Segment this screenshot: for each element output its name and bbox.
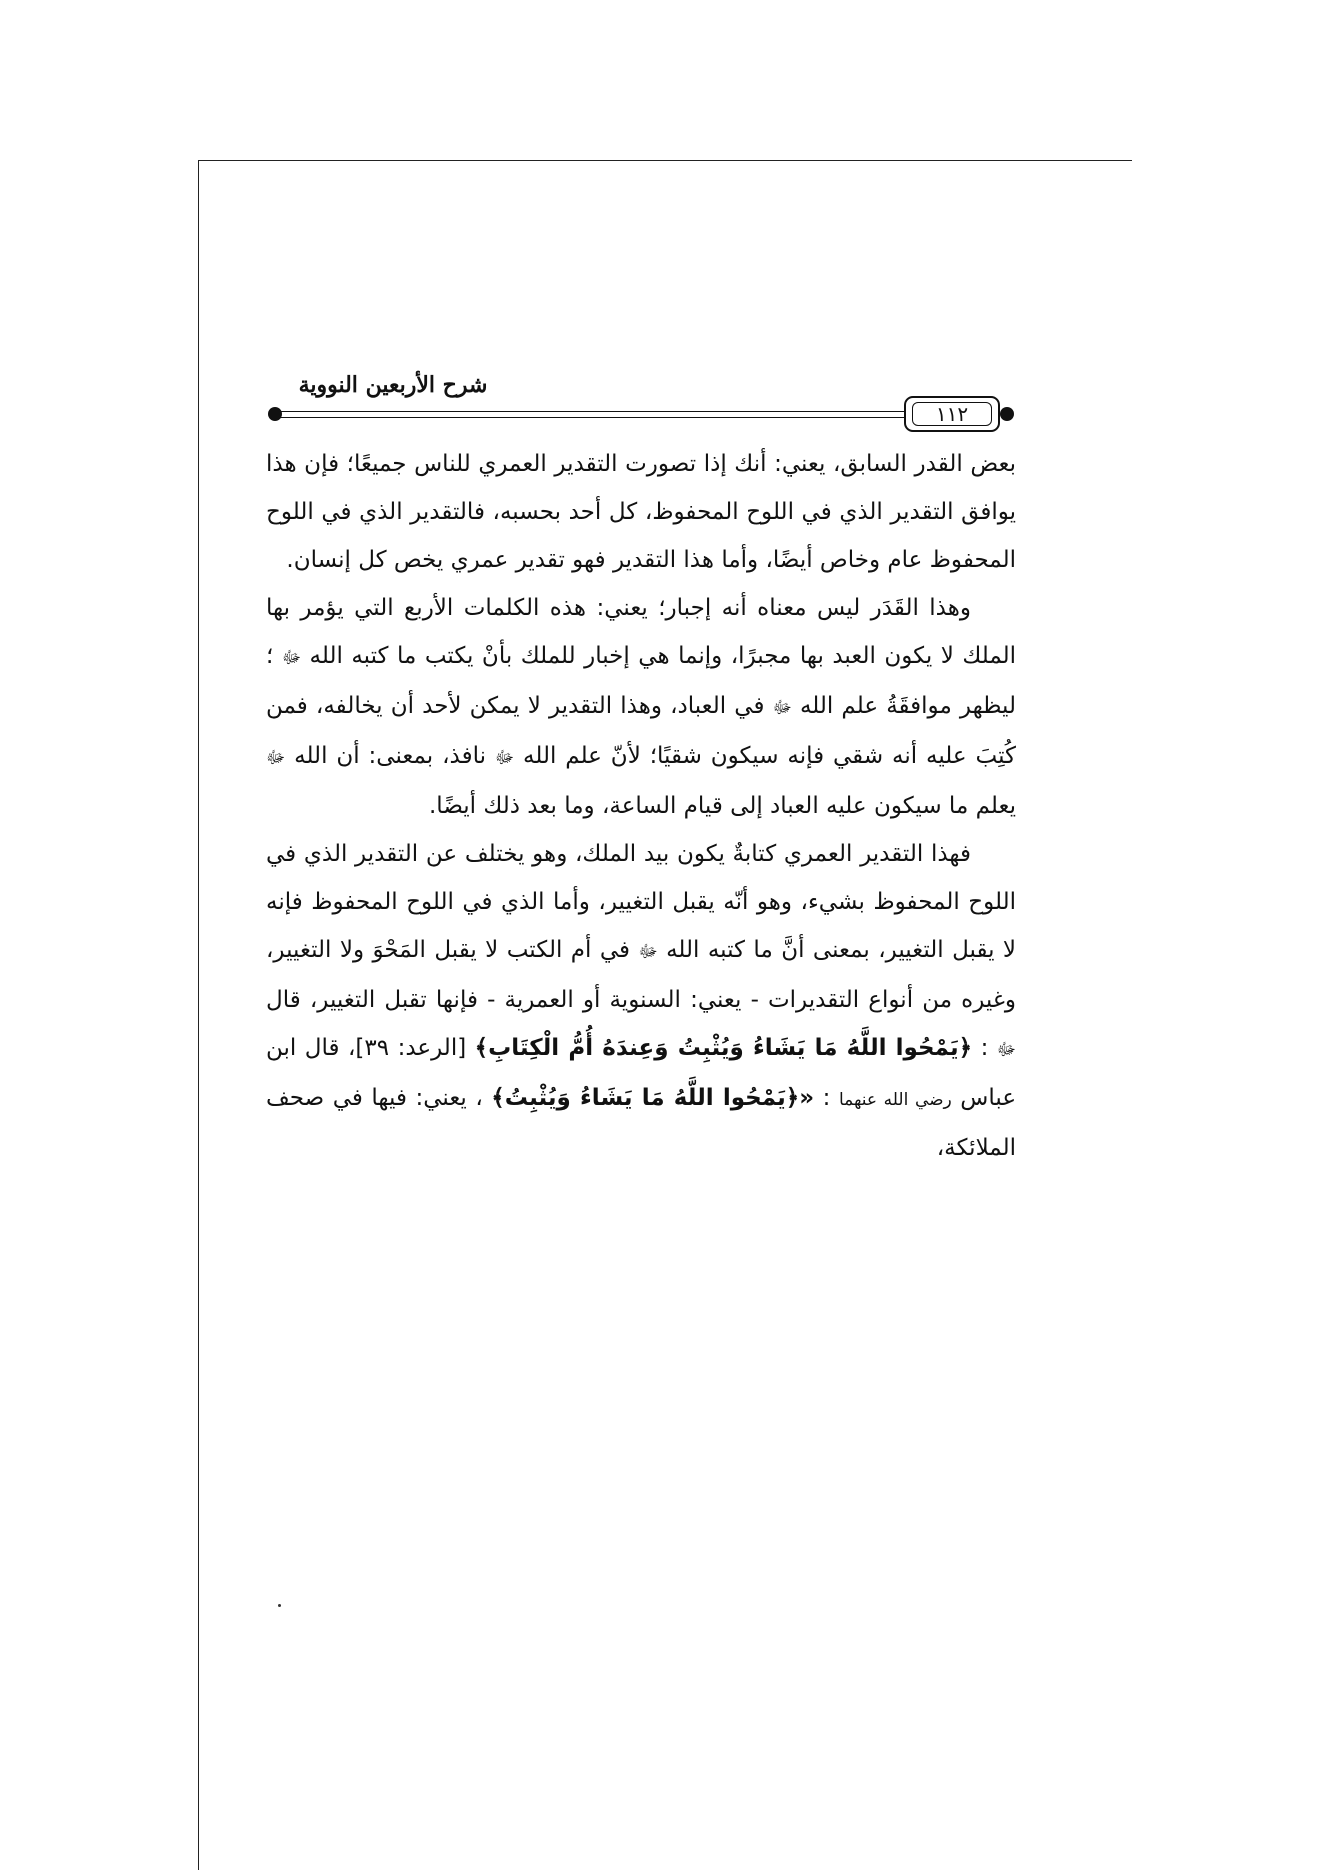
honorific-glyph: ﷻ	[638, 942, 658, 962]
page-body	[266, 440, 1016, 1450]
quran-verse: «﴿يَمْحُوا اللَّهُ مَا يَشَاءُ وَيُثْبِتُ﴾	[491, 1085, 815, 1111]
quran-verse: ﴿يَمْحُوا اللَّهُ مَا يَشَاءُ وَيُثْبِتُ وَعِندَهُ أُمُّ الْكِتَابِ﴾	[474, 1035, 973, 1061]
honorific-glyph: ﷻ	[281, 648, 302, 668]
honorific-glyph: ﷻ	[996, 1040, 1016, 1060]
page-number: ١١٢	[935, 402, 969, 426]
paragraph-text: فهذا التقدير العمري كتابةٌ يكون بيد الملك، وهو يختلف عن التقدير الذي في اللوح المحفوظ بشيء، وهو أنّه يقبل التغيير، وأما الذي في اللوح المحفوظ فإنه لا يقبل التغيير، بمعنى أنَّ ما كتبه الله	[266, 841, 1017, 963]
print-speck	[278, 1604, 281, 1607]
crop-mark-left	[198, 160, 199, 1870]
paragraph-text: في أم الكتب لا يقبل المَحْوَ ولا التغيير، وغيره من أنواع التقديرات - يعني: السنوية أو العمرية - فإنها تقبل التغيير، قال	[266, 937, 1016, 1013]
header-double-rule	[276, 411, 904, 418]
book-title: شرح الأربعين النووية	[298, 372, 488, 398]
running-header	[268, 372, 1014, 432]
paragraph-text: يعلم ما سيكون عليه العباد إلى قيام الساعة، وما بعد ذلك أيضًا.	[429, 793, 1016, 819]
paragraph-text: ؛ ليظهر موافقَةُ علم الله	[266, 643, 1016, 719]
crop-mark-top	[198, 160, 1132, 161]
rule-end-dot-right	[1000, 407, 1014, 421]
paragraph-text: [الرعد: ٣٩]، قال ابن عباس	[266, 1035, 1017, 1111]
paragraph-3	[266, 830, 1016, 1172]
paragraph-text: بعض القدر السابق، يعني: أنك إذا تصورت التقدير العمري للناس جميعًا؛ فإن هذا يوافق التقدير الذي في اللوح المحفوظ، كل أحد بحسبه، فالتقدير الذي في اللوح المحفوظ عام وخاص أيضًا، وأما هذا التقدير فهو تقدير عمري يخص كل إنسان.	[266, 451, 1016, 573]
honorific-glyph: ﷻ	[494, 748, 515, 768]
honorific-glyph: رضي الله عنهما	[838, 1090, 952, 1110]
paragraph-text: نافذ، بمعنى: أن الله	[294, 743, 486, 769]
honorific-glyph: ﷻ	[266, 748, 286, 768]
rule-end-dot-left	[268, 407, 282, 421]
honorific-glyph: ﷻ	[772, 698, 792, 718]
paragraph-text: ، يعني: فيها في صحف الملائكة،	[266, 1085, 1016, 1161]
paragraph-text: :	[822, 1085, 831, 1111]
paragraph-text: في العباد، وهذا التقدير لا يمكن لأحد أن يخالفه، فمن كُتِبَ عليه أنه شقي فإنه سيكون شقيًا؛ لأنّ علم الله	[266, 693, 1016, 769]
page-number-frame	[904, 396, 1000, 432]
paragraph-2	[266, 584, 1016, 830]
paragraph-text: وهذا القَدَر ليس معناه أنه إجبار؛ يعني: هذه الكلمات الأربع التي يؤمر بها الملك لا يكون العبد بها مجبرًا، وإنما هي إخبار للملك بأنْ يكتب ما كتبه الله	[266, 595, 1017, 669]
paragraph-text: :	[980, 1035, 989, 1061]
paragraph-1	[266, 440, 1016, 584]
